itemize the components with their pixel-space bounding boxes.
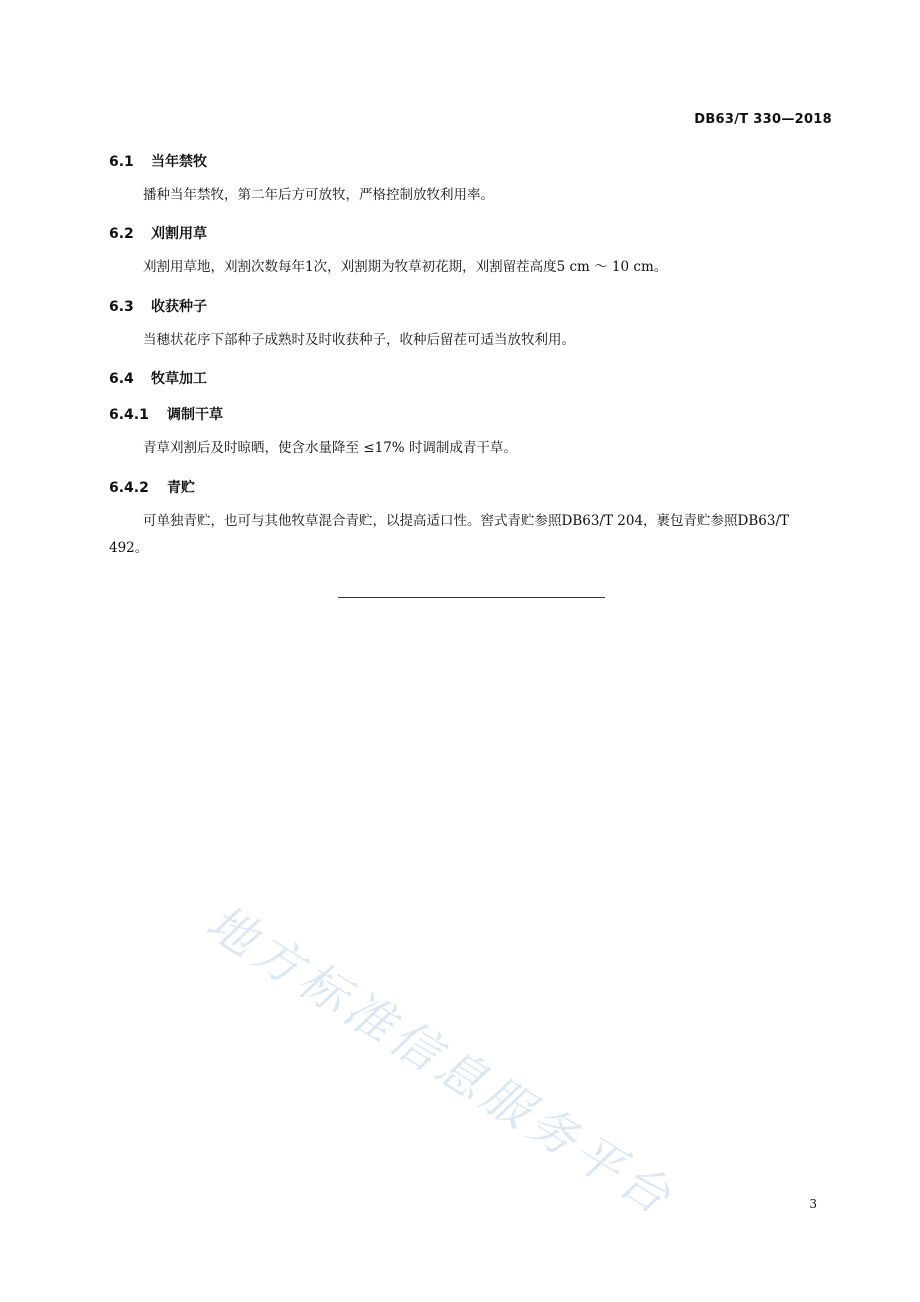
section-heading-6-4-2 [109,477,195,497]
document-code: DB63/T 330—2018 [694,112,832,127]
section-heading-6-3 [109,296,207,316]
section-number: 6.2 [109,226,134,242]
section-title: 调制干草 [167,407,223,423]
section-title: 收获种子 [151,299,207,315]
section-heading-6-1 [109,151,207,171]
section-title: 刈割用草 [151,226,207,242]
watermark: 地方标准信息服务平台 [196,894,685,1228]
section-body-6-4-1: 青草刈割后及时晾晒，使含水量降至 ≤17% 时调制成青干草。 [143,440,517,456]
section-heading-6-2 [109,223,207,243]
section-title: 当年禁牧 [151,154,207,170]
section-title: 牧草加工 [151,371,207,387]
section-heading-6-4-1 [109,404,223,424]
section-number: 6.1 [109,154,134,170]
end-rule [338,597,605,598]
section-number: 6.3 [109,299,134,315]
section-body-6-4-2: 可单独青贮，也可与其他牧草混合青贮，以提高适口性。窖式青贮参照DB63/T 204，裹包青贮参照DB63/T 492。 [109,513,790,556]
section-title: 青贮 [167,480,195,496]
section-number: 6.4 [109,371,134,387]
section-body-6-1: 播种当年禁牧，第二年后方可放牧，严格控制放牧利用率。 [143,187,494,203]
section-number: 6.4.2 [109,480,149,496]
section-number: 6.4.1 [109,407,149,423]
page-number: 3 [809,1197,817,1211]
section-body-6-3: 当穗状花序下部种子成熟时及时收获种子，收种后留茬可适当放牧利用。 [143,332,575,348]
section-heading-6-4 [109,368,207,388]
section-body-6-2: 刈割用草地，刈割次数每年1次，刈割期为牧草初花期，刈割留茬高度5 cm ～ 10 cm。 [143,259,668,275]
